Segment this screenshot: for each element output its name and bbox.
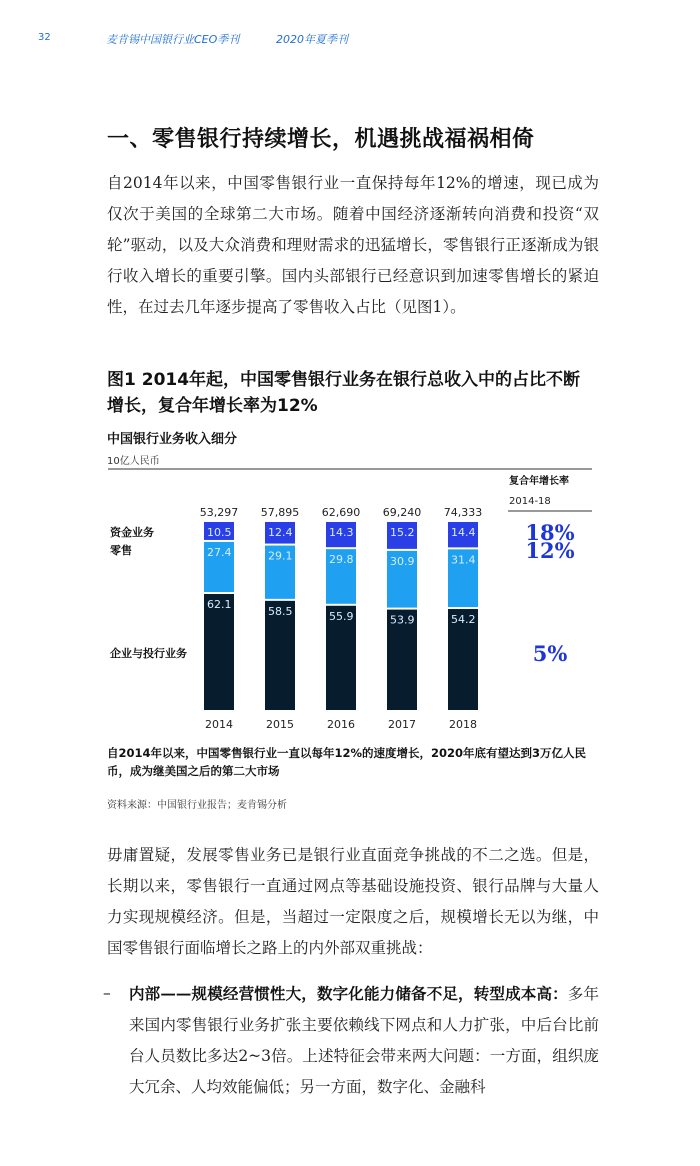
cagr-value: 5% (532, 641, 568, 667)
segment-label: 54.2 (451, 613, 476, 627)
figure-title: 图1 2014年起，中国零售银行业务在银行总收入中的占比不断增长，复合年增长率为12% (107, 370, 581, 416)
bullet-text (129, 978, 599, 1103)
segment-label: 14.3 (329, 526, 354, 539)
segment-label: 27.4 (207, 545, 232, 559)
segment-label: 15.2 (390, 526, 415, 539)
page-number: 32 (38, 32, 51, 43)
cagr-header: 复合年增长率 (509, 476, 569, 487)
segment-label: 10.5 (207, 526, 232, 539)
segment-label: 62.1 (207, 598, 232, 612)
segment-label: 55.9 (329, 609, 354, 623)
bar-total-label: 53,297 (199, 506, 239, 519)
cagr-value: 18% (525, 520, 575, 545)
segment-label: 12.4 (268, 526, 293, 539)
series-row-label: 零售 (110, 543, 132, 557)
segment-label: 53.9 (390, 613, 415, 627)
x-tick-label: 2014 (205, 718, 233, 731)
x-tick-label: 2015 (266, 718, 294, 731)
series-row-label: 企业与投行业务 (110, 647, 187, 661)
cagr-value: 12% (525, 537, 575, 563)
segment-label: 29.1 (268, 549, 293, 563)
cagr-period: 2014-18 (509, 496, 551, 507)
chart-title: 中国银行业务收入细分 (107, 432, 238, 447)
segment-label: 58.5 (268, 604, 293, 618)
bar-segment (204, 594, 234, 710)
bar-total-label: 62,690 (321, 506, 361, 519)
figure-note: 自2014年以来，中国零售银行业一直以每年12%的速度增长，2020年底有望达到3万亿人民币，成为继美国之后的第二大市场 (107, 746, 587, 778)
bar-total-label: 69,240 (382, 506, 422, 519)
bullet-body: 多年来国内零售银行业务扩张主要依赖线下网点和人力扩张，中后台比前台人员数比多达2~3倍。上述特征会带来两大问题：一方面，组织庞大冗余、人均效能偏低；另一方面，数字化、金融科 (129, 985, 599, 1096)
section-title: 一、零售银行持续增长，机遇挑战福祸相倚 (107, 126, 535, 152)
page-header (38, 30, 680, 50)
bullet-dash: – (103, 984, 111, 1002)
segment-label: 30.9 (390, 554, 415, 568)
segment-label: 31.4 (451, 553, 476, 567)
intro-paragraph: 自2014年以来，中国零售银行业一直保持每年12%的增速，现已成为仅次于美国的全球第二大市场。随着中国经济逐渐转向消费和投资“双轮”驱动，以及大众消费和理财需求的迅猛增长，零售银行正逐渐成为银行收入增长的重要引擎。国内头部银行已经意识到加速零售增长的紧迫性，在过去几年逐步提高了零售收入占比（见图1）。 (107, 174, 599, 316)
x-tick-label: 2017 (388, 718, 416, 731)
body-paragraph: 毋庸置疑，发展零售业务已是银行业直面竞争挑战的不二之选。但是，长期以来，零售银行一直通过网点等基础设施投资、银行品牌与大量人力实现规模经济。但是，当超过一定限度之后，规模增长无以为继，中国零售银行面临增长之路上的内外部双重挑战： (107, 846, 599, 957)
chart-unit: 10亿人民币 (107, 456, 160, 467)
segment-label: 14.4 (451, 526, 476, 539)
series-row-label: 资金业务 (110, 526, 154, 539)
figure-source: 资料来源：中国银行业报告；麦肯锡分析 (107, 800, 287, 811)
publication-name: 麦肯锡中国银行业CEO季刊 (106, 33, 240, 46)
segment-label: 29.8 (329, 553, 354, 567)
issue-label: 2020年夏季刊 (276, 33, 348, 46)
bar-total-label: 57,895 (260, 506, 300, 519)
bullet-lead: 内部——规模经营惯性大，数字化能力储备不足，转型成本高： (129, 984, 568, 1003)
x-tick-label: 2018 (449, 718, 477, 731)
stacked-bar-chart (100, 460, 600, 740)
bar-total-label: 74,333 (443, 506, 483, 519)
x-tick-label: 2016 (327, 718, 355, 731)
